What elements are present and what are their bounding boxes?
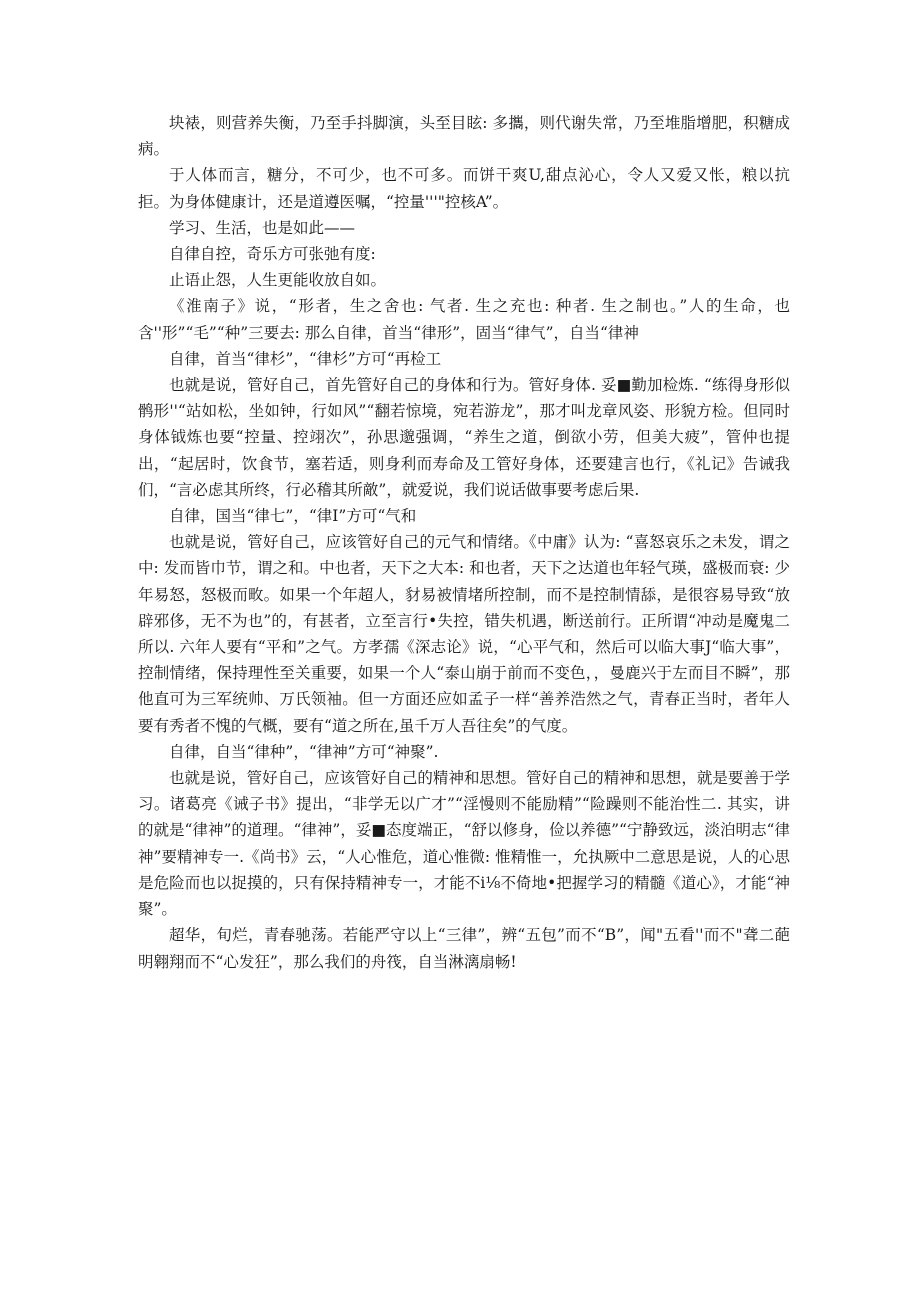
- section-heading-qi: 自律，国当“律七”，“律Ⅰ”方可“气和: [169, 507, 417, 526]
- section-heading-spirit: 自律，自当“律种”，“律神”方可“神聚”.: [169, 742, 439, 761]
- section-heading-form: 自律，首当“律杉”，“律杉”方可“再检工: [169, 349, 442, 368]
- paragraph: 也就是说，管好自己，应该管好自己的元气和情绪。《中庸》认为: “喜怒哀乐之未发，谓之中: 发而皆巾节，谓之和。中也者，天下之大本: 和也者，天下之达道也年轻气瑛，盛极而衰: 少年易怒，怒极而畋。如果一个年超人，豺易被情堵所控制，而不是控制情舔，是很容易导致“放辟邪侈，无不为也”的，有甚者，立至言行•失控，错失机遇，断送前行。正所谓“冲动是魔鬼二所以. 六年人要有“平和”之气。方孝孺《深志论》说，“心平气和，然后可以临大事J“临大事”，控制情绪，保持理性至关重要，如果一个人“泰山崩于前而不变色，，曼鹿兴于左而目不瞬”，那他直可为三军统帅、万氏领袖。但一方面还应如孟子一样“善养浩然之气，青春正当时，者年人要有秀者不愧的气概，要有“道之所在,虽千万人吾往矣”的气度。: [138, 533, 790, 735]
- paragraph: 自律自控，奇乐方可张弛有度:: [169, 245, 376, 264]
- paragraph: 超华，旬烂，青春驰荡。若能严守以上“三律”，辨“五包”而不“B”，闻"五看''而不"聋二葩明翱翔而不“心发狂”，那么我们的舟筏，自当淋漓扇畅!: [138, 926, 790, 971]
- document-body: [138, 110, 790, 975]
- paragraph: 也就是说，管好自己，应该管好自己的精神和思想。管好自己的精神和思想，就是要善于学习。诸葛亮《诫子书》提出，“非学无以广才”“淫慢则不能励精”“险躁则不能治性二. 其实，讲的就是“律神”的道理。“律神”，妥■态度端正，“舒以修身，俭以养德”“宁静致远，淡泊明志“律神”要精神专一.《尚书》云，“人心惟危，道心惟微: 惟精惟一，允执厥中二意思是说，人的心思是危险而也以捉摸的，只有保持精神专一，才能不i⅛不倚地•把握学习的精髓《道心》，才能“神聚”。: [138, 769, 790, 919]
- paragraph: 也就是说，管好自己，首先管好自己的身体和行为。管好身体. 妥■勤加检炼. “练得身形似鹘形''“站如松，坐如钟，行如风”“翻若惊境，宛若游龙”，那才叫龙章风姿、形貌方检。但同时身体钺炼也要“控量、控翊次”，孙思邈强调，“养生之道，倒欲小劳，但美大疲”，管仲也提出，“起居时，饮食节，塞若适，则身利而寿命及工管好身体，还要建言也行，《礼记》告诫我们，“言必虑其所终，行必稽其所敵”，就爱说，我们说话做事要考虑后果.: [138, 376, 790, 499]
- paragraph: 《淮南子》说，“形者，生之舍也: 气者. 生之充也: 种者. 生之制也。”人的生命，也含''形”“毛”“种”三要去: 那么自律，首当“律形”，固当“律气”，自当“律神: [138, 297, 790, 342]
- paragraph: 学习、生活，也是如此——: [169, 218, 356, 237]
- paragraph: 块裱，则营养失衡，乃至手抖脚演，头至目眩: 多攜，则代谢失常，乃至堆脂增肥，积糖成病。: [138, 114, 790, 159]
- paragraph: 止语止怨，人生更能收放自如。: [169, 271, 387, 290]
- paragraph: 于人体而言，糖分，不可少，也不可多。而饼干爽U,甜点沁心，令人又爱又怅，粮以抗拒。为身体健康计，还是道遵医嘱，“控量'''"控核A”。: [138, 166, 790, 211]
